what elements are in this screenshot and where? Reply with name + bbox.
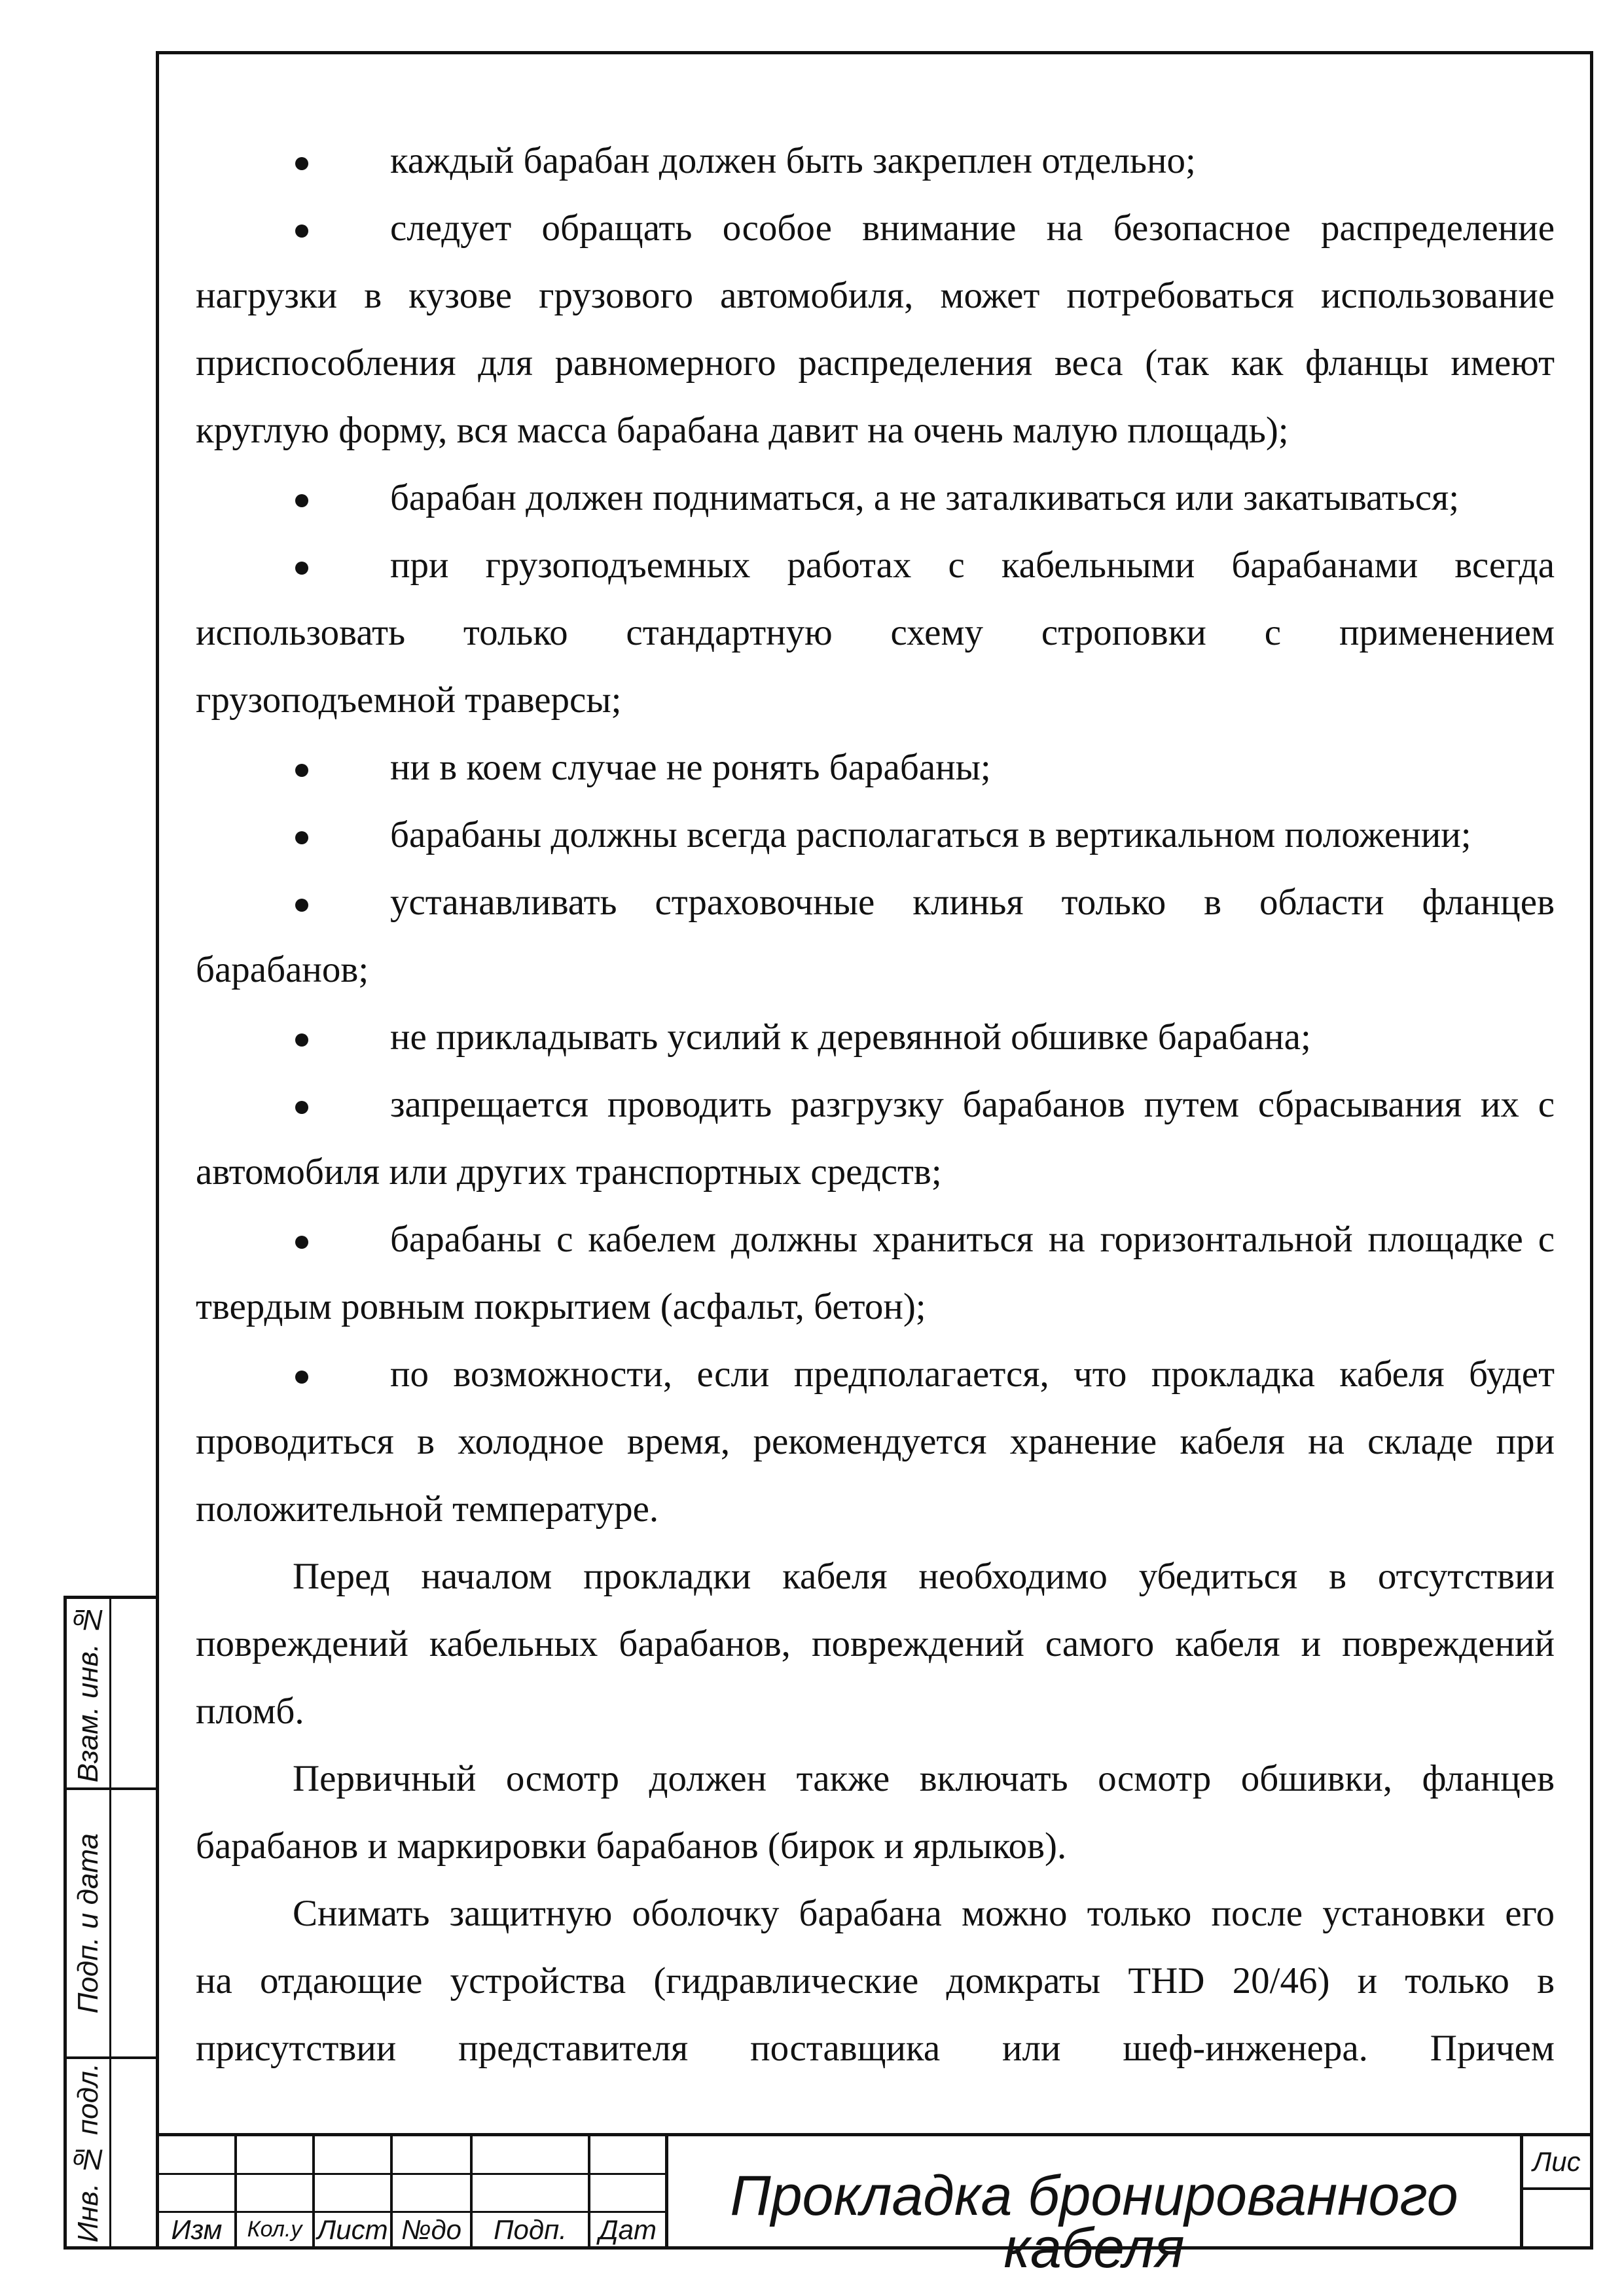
line-text: грузоподъемной траверсы; [196,679,622,721]
bullet-item [196,127,1555,194]
bullet-icon [295,1236,308,1249]
bullet-item [196,734,1555,801]
bullet-item [196,1071,1555,1206]
bullet-line [196,1340,1555,1408]
line-text: барабанов; [196,949,369,990]
change-column-label: Изм [171,2214,223,2245]
bullet-item [196,801,1555,869]
date-column-label: Дат [599,2214,657,2245]
line-text: использовать только стандартную схему строповки с применением [196,612,1555,653]
bullet-line [196,464,1555,531]
quantity-column-label: Кол.у [247,2217,302,2242]
bullet-icon [295,1033,308,1047]
line-text: ни в коем случае не ронять барабаны; [390,747,991,788]
line-text: барабаны с кабелем должны храниться на горизонтальной площадке с [390,1219,1555,1260]
bullet-item [196,1003,1555,1071]
doc-number-column-label: №до [401,2214,462,2245]
stamp-column-divider [109,1596,111,2250]
title-block-row-divider [156,2173,668,2175]
line-text: Перед началом прокладки кабеля необходимо убедиться в отсутствии [293,1556,1555,1597]
replaced-inv-no-label: Взам. инв. № [71,1604,104,1783]
signature-date-label: Подп. и дата [71,1833,104,2014]
stamp-cell-signature-date [67,1790,109,2056]
line-text: положительной температуре. [196,1488,659,1530]
line-text: следует обращать особое внимание на безопасное распределение [390,207,1555,249]
signature-column-label: Подп. [494,2214,567,2245]
bullet-item [196,1206,1555,1340]
line-text: не прикладывать усилий к деревянной обшивке барабана; [390,1016,1311,1058]
document-body [196,127,1555,2082]
bullet-item [196,531,1555,734]
bullet-item [196,869,1555,1003]
line-text: Снимать защитную оболочку барабана можно только после установки его [293,1893,1555,1934]
line-text: проводиться в холодное время, рекомендуется хранение кабеля на складе при [196,1421,1555,1462]
paragraph [196,1543,1555,1745]
line-text: автомобиля или других транспортных средств; [196,1151,942,1193]
bullet-line [196,194,1555,262]
bullet-icon [295,562,308,575]
line-text: барабаны должны всегда располагаться в вертикальном положении; [390,814,1471,855]
bullet-icon [295,157,308,170]
sheet-cell-divider [1520,2187,1593,2190]
bullet-icon [295,1371,308,1384]
line-text: круглую форму, вся масса барабана давит на очень малую площадь); [196,410,1289,451]
document-title: Прокладка бронированного кабеля [730,2164,1458,2280]
line-text: на отдающие устройства (гидравлические домкраты THD 20/46) и только в [196,1960,1555,2001]
bullet-item [196,194,1555,464]
line-text: приспособления для равномерного распределения веса (так как фланцы имеют [196,342,1555,384]
stamp-bottom-border [63,2246,159,2250]
bullet-line [196,869,1555,936]
bullet-icon [295,764,308,777]
bullet-line [196,127,1555,194]
sheet-column-label: Лист [317,2214,388,2245]
bullet-line [196,1071,1555,1138]
original-inv-no-label: Инв. № подл. [71,2062,104,2243]
bullet-line [196,801,1555,869]
bullet-line [196,1003,1555,1071]
sheet-number-label: Лис [1532,2146,1581,2177]
line-text: присутствии представителя поставщика или шеф-инженера. Причем [196,2028,1555,2069]
bullet-item [196,1340,1555,1543]
bullet-line [196,1206,1555,1273]
bullet-icon [295,1101,308,1114]
line-text: устанавливать страховочные клинья только в области фланцев [390,882,1555,923]
paragraph [196,1880,1555,2082]
line-text: барабан должен подниматься, а не заталкиваться или закатываться; [390,477,1460,518]
line-text: твердым ровным покрытием (асфальт, бетон); [196,1286,926,1327]
bullet-line [196,531,1555,599]
document-title-cell [668,2136,1520,2280]
bullet-icon [295,224,308,238]
stamp-cell-replaced-inv [67,1599,109,1787]
stamp-cell-original-inv [67,2059,109,2246]
bullet-icon [295,494,308,507]
line-text: каждый барабан должен быть закреплен отдельно; [390,140,1196,181]
bullet-icon [295,831,308,844]
bullet-item [196,464,1555,531]
line-text: по возможности, если предполагается, что прокладка кабеля будет [390,1354,1555,1395]
line-text: при грузоподъемных работах с кабельными барабанами всегда [390,545,1555,586]
bullet-icon [295,899,308,912]
line-text: Первичный осмотр должен также включать осмотр обшивки, фланцев [293,1758,1555,1799]
line-text: повреждений кабельных барабанов, повреждений самого кабеля и повреждений [196,1623,1555,1664]
line-text: пломб. [196,1691,304,1732]
line-text: запрещается проводить разгрузку барабанов путем сбрасывания их с [390,1084,1555,1125]
line-text: барабанов и маркировки барабанов (бирок и ярлыков). [196,1825,1067,1867]
bullet-line [196,734,1555,801]
line-text: нагрузки в кузове грузового автомобиля, может потребоваться использование [196,275,1555,316]
paragraph [196,1745,1555,1880]
